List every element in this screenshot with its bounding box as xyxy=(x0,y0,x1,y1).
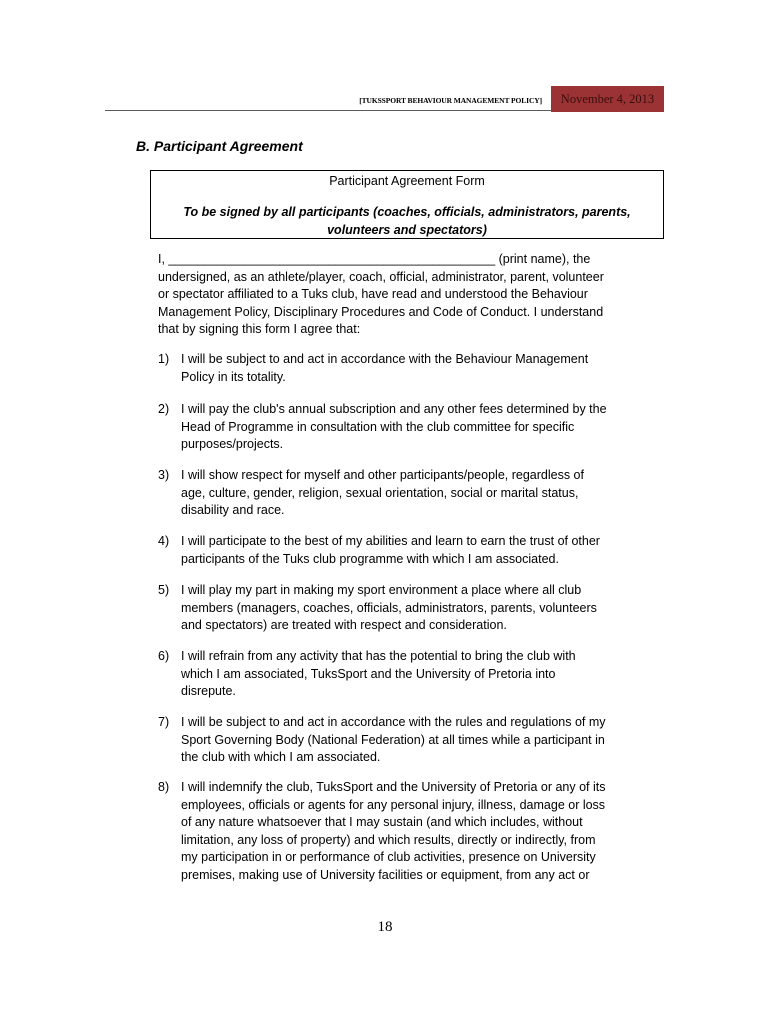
item-line: age, culture, gender, religion, sexual orientation, social or marital status, xyxy=(181,485,579,500)
item-line: disrepute. xyxy=(181,684,236,699)
item-line: Sport Governing Body (National Federation) at all times while a participant in xyxy=(181,732,605,747)
item-line: I will indemnify the club, TuksSport and the University of Pretoria or any of its xyxy=(181,780,606,794)
item-line: I will pay the club's annual subscription and any other fees determined by the xyxy=(181,402,607,416)
item-line: members (managers, coaches, officials, administrators, parents, volunteers xyxy=(181,600,597,615)
intro-line: that by signing this form I agree that: xyxy=(158,322,361,337)
form-subtitle xyxy=(157,204,657,239)
item-line: I will refrain from any activity that has the potential to bring the club with xyxy=(181,649,576,663)
intro-line: or spectator affiliated to a Tuks club, have read and understood the Behaviour xyxy=(158,287,588,302)
intro-line: Management Policy, Disciplinary Procedures and Code of Conduct. I understand xyxy=(158,304,604,319)
item-line: of any nature whatsoever that I may sustain (and which includes, without xyxy=(181,815,583,830)
item-line: which I am associated, TuksSport and the University of Pretoria into xyxy=(181,666,556,681)
intro-paragraph xyxy=(158,251,662,339)
item-line: premises, making use of University facilities or equipment, from any act or xyxy=(181,867,590,882)
agreement-form-box xyxy=(150,170,664,239)
item-line: I will be subject to and act in accordance with the rules and regulations of my xyxy=(181,715,606,729)
item-number: 1) xyxy=(158,352,170,366)
item-number: 5) xyxy=(158,583,170,597)
item-line: I will participate to the best of my abilities and learn to earn the trust of other xyxy=(181,534,600,548)
item-line: Head of Programme in consultation with the club committee for specific xyxy=(181,419,575,434)
intro-line: I, _______________________________________________ (print name), the xyxy=(158,252,591,266)
header-divider xyxy=(105,110,552,111)
item-line: purposes/projects. xyxy=(181,437,284,452)
form-subtitle-line: volunteers and spectators) xyxy=(327,222,487,237)
item-line: the club with which I am associated. xyxy=(181,750,381,765)
item-number: 2) xyxy=(158,402,170,416)
form-subtitle-line: To be signed by all participants (coaches, officials, administrators, parents, xyxy=(183,205,631,219)
item-number: 8) xyxy=(158,780,170,794)
item-line: employees, officials or agents for any personal injury, illness, damage or loss xyxy=(181,797,606,812)
header-date: November 4, 2013 xyxy=(551,86,664,112)
item-line: Policy in its totality. xyxy=(181,369,286,384)
section-heading: B. Participant Agreement xyxy=(136,138,303,154)
page-number: 18 xyxy=(377,919,393,935)
item-number: 7) xyxy=(158,715,170,729)
item-line: participants of the Tuks club programme with which I am associated. xyxy=(181,551,559,566)
header-title: [TUKSSPORT BEHAVIOUR MANAGEMENT POLICY] xyxy=(359,96,542,105)
item-number: 6) xyxy=(158,649,170,663)
intro-line: undersigned, as an athlete/player, coach, official, administrator, parent, volunteer xyxy=(158,269,604,284)
item-line: and spectators) are treated with respect and consideration. xyxy=(181,618,507,633)
item-line: I will show respect for myself and other participants/people, regardless of xyxy=(181,468,584,482)
item-number: 4) xyxy=(158,534,170,548)
item-line: my participation in or performance of club activities, presence on University xyxy=(181,850,596,865)
item-line: limitation, any loss of property) and which results, directly or indirectly, from xyxy=(181,832,596,847)
item-line: I will play my part in making my sport environment a place where all club xyxy=(181,583,582,597)
form-title: Participant Agreement Form xyxy=(329,174,485,188)
item-number: 3) xyxy=(158,468,170,482)
item-line: I will be subject to and act in accordance with the Behaviour Management xyxy=(181,352,589,366)
item-line: disability and race. xyxy=(181,503,285,518)
